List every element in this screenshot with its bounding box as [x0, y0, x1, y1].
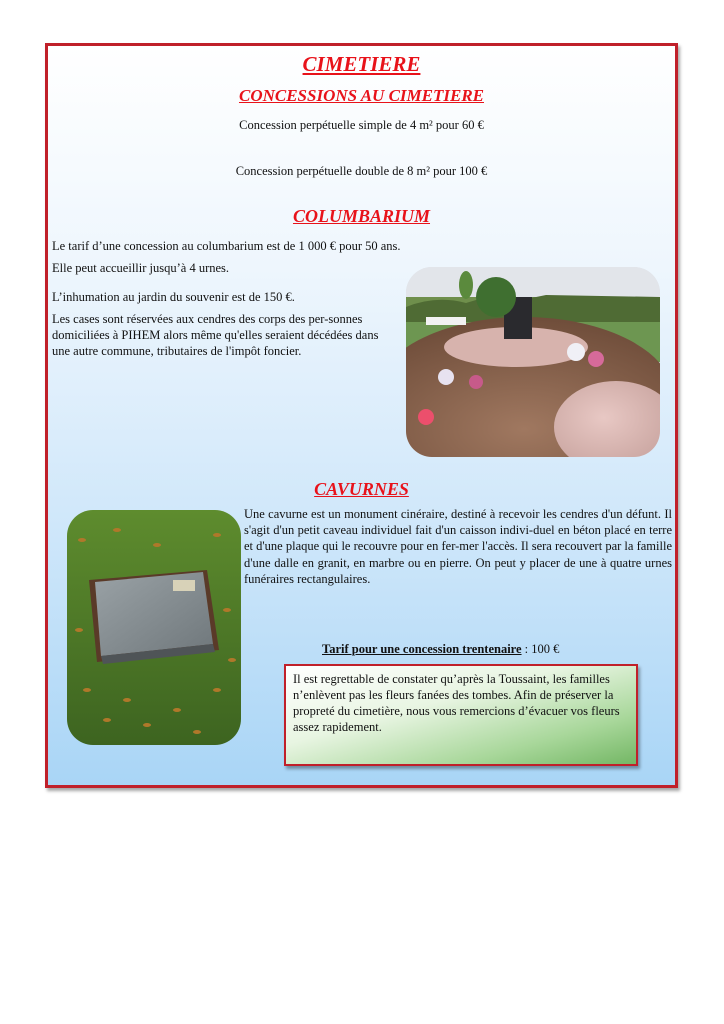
- cavurnes-text: Une cavurne est un monument cinéraire, destiné à recevoir les cendres d'un défunt. Il s'agit d'un petit caveau individuel fait d'un caisson indivi-duel en béton placé en terre et d'une plaque qui le recouvre pour en fer-mer l'accès. Il sera recouvert par la famille d'une dalle en granit, en marbre ou en pierre. On peut y placer de une à quatre urnes funéraires rectangulaires.: [244, 507, 672, 586]
- columbarium-urnes-text: Elle peut accueillir jusqu’à 4 urnes.: [52, 261, 230, 275]
- cavurne-photo: [67, 510, 241, 745]
- page-frame: [45, 43, 678, 788]
- concessions-heading: CONCESSIONS AU CIMETIERE: [238, 86, 484, 105]
- cavurnes-heading: CAVURNES: [314, 479, 409, 499]
- cavurne-tarif-value: : 100 €: [524, 642, 560, 656]
- jardin-souvenir-text: L’inhumation au jardin du souvenir est de 150 €.: [52, 290, 295, 304]
- concession-double-text: Concession perpétuelle double de 8 m² pour 100 €: [235, 164, 488, 178]
- columbarium-tarif-text: Le tarif d’une concession au columbarium est de 1 000 € pour 50 ans.: [52, 239, 401, 253]
- cavurne-tarif: [322, 642, 559, 657]
- page-title: CIMETIERE: [302, 52, 421, 76]
- columbarium-photo: [406, 267, 660, 457]
- columbarium-heading: COLUMBARIUM: [292, 206, 431, 226]
- concession-simple-text: Concession perpétuelle simple de 4 m² pour 60 €: [239, 118, 484, 132]
- toussaint-note: Il est regrettable de constater qu’après la Toussaint, les familles n’enlèvent pas les fleurs fanées des tombes. Afin de préserver la propreté du cimetière, nous vous remercions d’évacuer vos fleurs assez rapidement.: [284, 664, 638, 766]
- columbarium-cases-text: Les cases sont réservées aux cendres des corps des per-sonnes domiciliées à PIHEM alors même qu'elles seraient décédées dans une autre commune, tributaires de l'impôt foncier.: [52, 312, 379, 358]
- cavurne-tarif-label: Tarif pour une concession trentenaire: [322, 642, 522, 656]
